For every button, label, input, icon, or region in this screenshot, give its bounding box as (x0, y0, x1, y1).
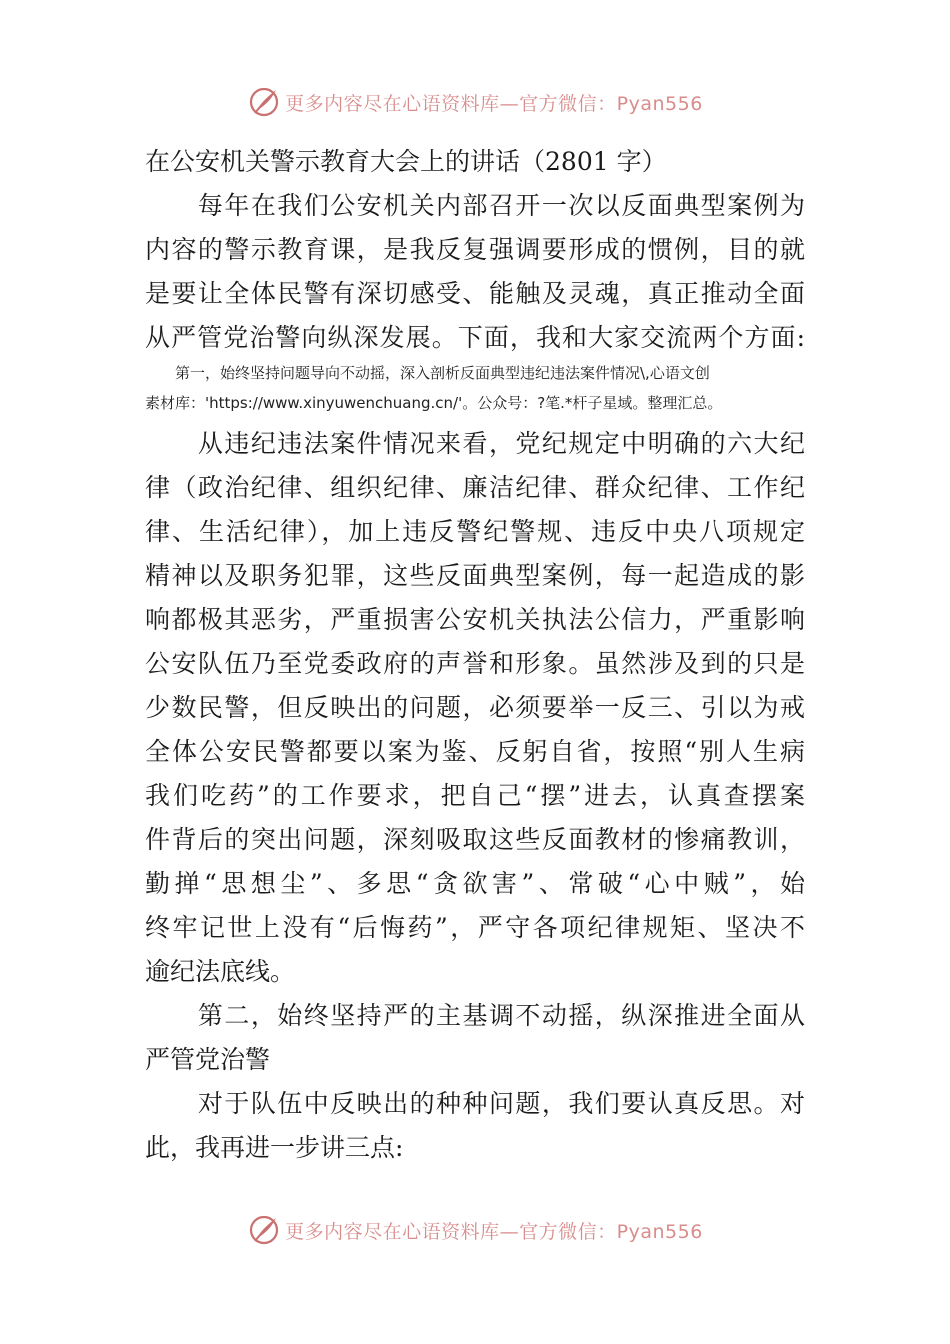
footer-banner (0, 1212, 950, 1248)
paragraph-line: 逾纪法底线。 (145, 957, 296, 986)
quill-logo-icon (247, 85, 281, 119)
header-banner (0, 84, 950, 120)
paragraph-line: 件背后的突出问题，深刻吸取这些反面教材的惨痛教训， (145, 825, 805, 854)
banner-handle: Pyan556 (616, 1220, 703, 1243)
paragraph-line: 公安队伍乃至党委政府的声誉和形象。虽然涉及到的只是 (145, 649, 805, 678)
paragraph-line: 从违纪违法案件情况来看，党纪规定中明确的六大纪 (145, 429, 805, 458)
banner-text (285, 89, 703, 116)
paragraph-line: 每年在我们公安机关内部召开一次以反面典型案例为 (145, 191, 805, 220)
quill-logo-icon (247, 1213, 281, 1247)
paragraph-line: 从严管党治警向纵深发展。下面，我和大家交流两个方面: (145, 323, 805, 352)
paragraph-line: 此，我再进一步讲三点: (145, 1133, 404, 1162)
paragraph-line: 对于队伍中反映出的种种问题，我们要认真反思。对 (145, 1089, 805, 1118)
paragraph-line: 终牢记世上没有“后悔药”，严守各项纪律规矩、坚决不 (145, 913, 805, 942)
paragraph-line: 我们吃药”的工作要求，把自己“摆”进去，认真查摆案 (145, 781, 805, 810)
document-title: 在公安机关警示教育大会上的讲话（2801 字） (145, 147, 667, 176)
paragraph-line: 全体公安民警都要以案为鉴、反躬自省，按照“别人生病 (145, 737, 805, 766)
section-heading-line: 第二，始终坚持严的主基调不动摇，纵深推进全面从 (145, 1001, 805, 1030)
paragraph-line: 律、生活纪律），加上违反警纪警规、违反中央八项规定 (145, 517, 805, 546)
banner-slogan: 更多内容尽在心语资料库—官方微信： (285, 1220, 617, 1243)
paragraph-line: 精神以及职务犯罪，这些反面典型案例，每一起造成的影 (145, 561, 805, 590)
banner-slogan: 更多内容尽在心语资料库—官方微信： (285, 92, 617, 115)
source-note-line: 素材库：'https://www.xinyuwenchuang.cn/'。公众号：?笔.*杆子星域。整理汇总。 (145, 394, 723, 412)
paragraph-line: 勤掸“思想尘”、多思“贪欲害”、常破“心中贼”，始 (145, 869, 805, 898)
paragraph-line: 内容的警示教育课，是我反复强调要形成的惯例，目的就 (145, 235, 805, 264)
paragraph-line: 响都极其恶劣，严重损害公安机关执法公信力，严重影响 (145, 605, 805, 634)
paragraph-line: 少数民警，但反映出的问题，必须要举一反三、引以为戒 (145, 693, 805, 722)
section-heading-line: 严管党治警 (145, 1045, 271, 1074)
banner-text (285, 1217, 703, 1244)
paragraph-line: 律（政治纪律、组织纪律、廉洁纪律、群众纪律、工作纪 (145, 473, 805, 502)
section-heading-line: 第一，始终坚持问题导向不动摇，深入剖析反面典型违纪违法案件情况\,心语文创 (145, 364, 710, 382)
banner-handle: Pyan556 (616, 92, 703, 115)
paragraph-line: 是要让全体民警有深切感受、能触及灵魂，真正推动全面 (145, 279, 805, 308)
